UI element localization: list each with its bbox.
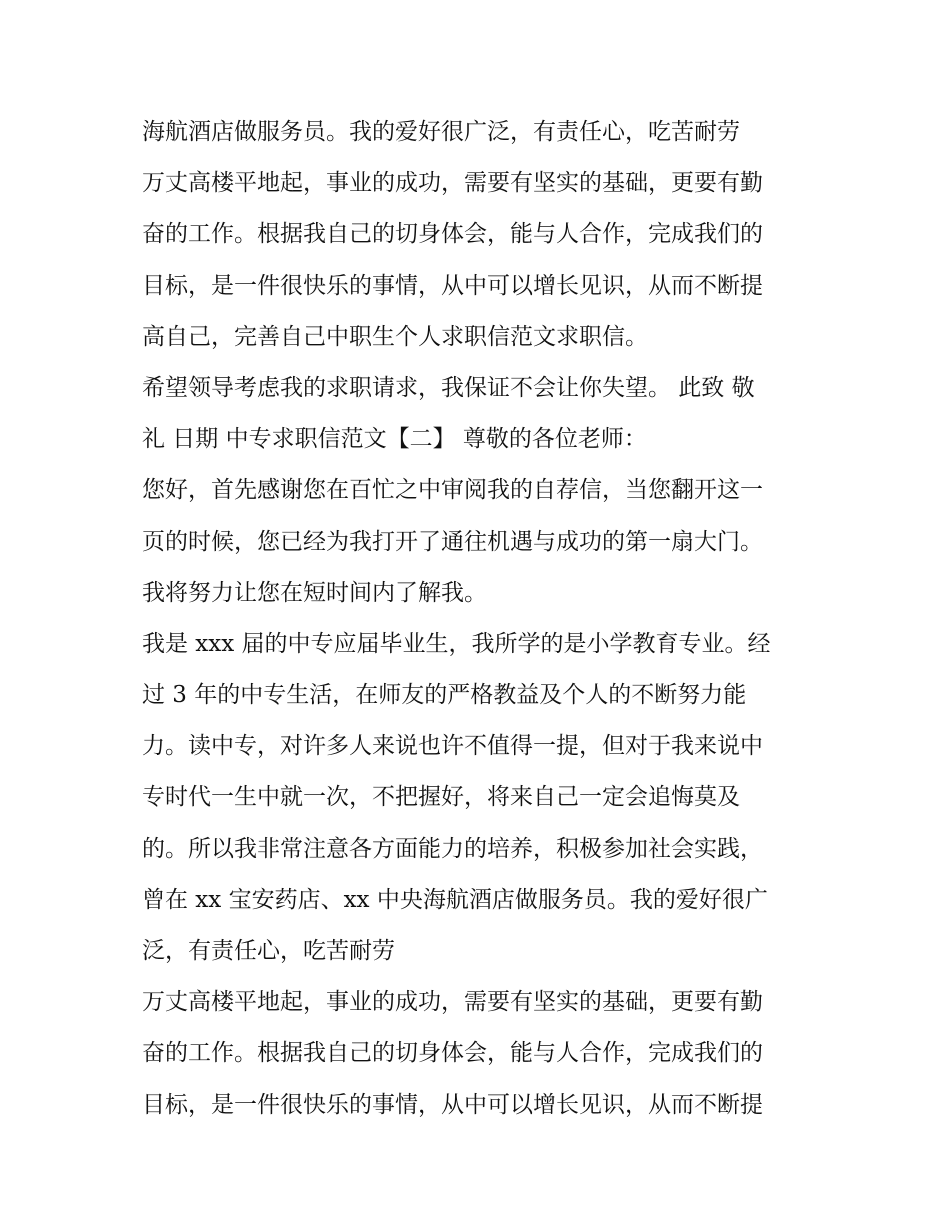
text-line: 奋的工作。根据我自己的切身体会，能与人合作，完成我们的 (142, 221, 763, 248)
text-line: 海航酒店做服务员。我的爱好很广泛，有责任心，吃苦耐劳 (142, 119, 740, 145)
text-line: 我是 xxx 届的中专应届毕业生，我所学的是小学教育专业。经 (142, 630, 771, 657)
text-line: 我将努力让您在短时间内了解我。 (142, 579, 487, 606)
text-line: 奋的工作。根据我自己的切身体会，能与人合作，完成我们的 (142, 1040, 763, 1067)
text-line: 高自己，完善自己中职生个人求职信范文求职信。 (142, 323, 648, 350)
text-line: 力。读中专，对许多人来说也许不值得一提，但对于我来说中 (142, 733, 763, 760)
text-line: 万丈高楼平地起，事业的成功，需要有坚实的基础，更要有勤 (142, 989, 763, 1016)
text-line: 过 3 年的中专生活，在师友的严格教益及个人的不断努力能 (142, 682, 747, 709)
text-line: 泛，有责任心，吃苦耐劳 (142, 938, 395, 964)
text-line: 目标，是一件很快乐的事情，从中可以增长见识，从而不断提 (142, 272, 763, 299)
text-line: 曾在 xx 宝安药店、xx 中央海航酒店做服务员。我的爱好很广 (142, 886, 768, 913)
text-line: 您好，首先感谢您在百忙之中审阅我的自荐信，当您翻开这一 (142, 477, 763, 504)
body-text (142, 107, 822, 1131)
text-line: 专时代一生中就一次，不把握好，将来自己一定会追悔莫及 (142, 784, 740, 811)
text-line: 希望领导考虑我的求职请求，我保证不会让你失望。 此致 敬 (142, 374, 755, 401)
text-line: 页的时候，您已经为我打开了通往机遇与成功的第一扇大门。 (142, 528, 763, 555)
text-line: 万丈高楼平地起，事业的成功，需要有坚实的基础，更要有勤 (142, 170, 763, 197)
text-line: 礼 日期 中专求职信范文【二】 尊敬的各位老师： (142, 426, 647, 453)
text-line: 目标，是一件很快乐的事情，从中可以增长见识，从而不断提 (142, 1091, 763, 1118)
text-line: 的。所以我非常注意各方面能力的培养，积极参加社会实践， (142, 835, 763, 862)
